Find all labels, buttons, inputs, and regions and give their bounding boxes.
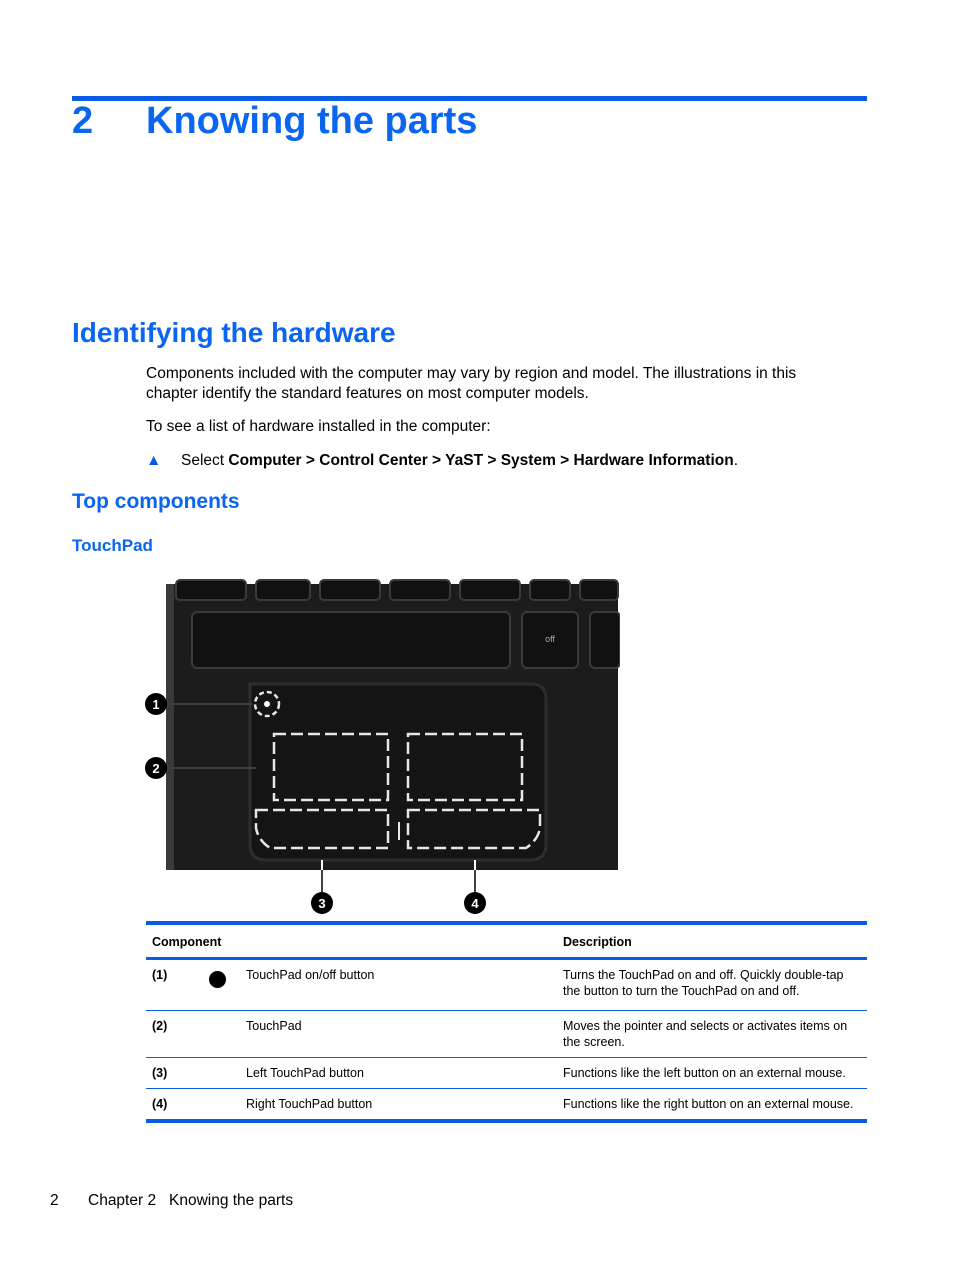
step-menu-path: Computer > Control Center > YaST > System > Hardware Information	[228, 452, 734, 469]
row-component: Right TouchPad button	[246, 1097, 373, 1111]
row-description: Functions like the left button on an external mouse.	[557, 1058, 867, 1089]
row-component: Left TouchPad button	[240, 1058, 557, 1089]
row-number: (2)	[146, 1011, 188, 1058]
touchpad-on-off-icon	[209, 971, 226, 988]
row-description: Turns the TouchPad on and off. Quickly double-tap the button to turn the TouchPad on and off.	[557, 959, 867, 1011]
callout-1	[145, 693, 167, 715]
table-row	[146, 1058, 867, 1089]
svg-text:4: 4	[471, 896, 479, 911]
footer-chapter-ref: Chapter 2 Knowing the parts	[88, 1192, 294, 1209]
row-description: Functions like the right button on an external mouse.	[563, 1097, 854, 1111]
callout-4	[464, 892, 486, 914]
touchpad-illustration	[140, 578, 620, 918]
table-row	[146, 1011, 867, 1058]
step-suffix: .	[733, 452, 739, 469]
callout-2	[145, 757, 167, 779]
row-description: Moves the pointer and selects or activates items on the screen.	[557, 1011, 867, 1058]
intro-paragraph: Components included with the computer may vary by region and model. The illustrations in this chapter identify the standard features on most computer models.	[146, 365, 797, 402]
table-header-row	[146, 923, 867, 959]
section-title: Identifying the hardware	[72, 317, 396, 348]
subsection-title: Top components	[72, 490, 240, 513]
header-component: Component	[146, 923, 557, 959]
step-prefix: Select	[181, 452, 229, 469]
subsubsection-title: TouchPad	[72, 536, 153, 555]
row-number: (3)	[146, 1058, 188, 1089]
step-item	[146, 451, 738, 471]
list-intro-paragraph: To see a list of hardware installed in the computer:	[146, 418, 491, 435]
step-marker-icon: ▲	[146, 452, 162, 469]
callout-3	[311, 892, 333, 914]
row-component: TouchPad on/off button	[240, 959, 557, 1011]
chapter-number: 2	[72, 100, 94, 142]
key-label: off	[545, 634, 555, 644]
svg-text:2: 2	[152, 761, 160, 776]
svg-text:3: 3	[318, 896, 326, 911]
header-description: Description	[557, 923, 867, 959]
svg-text:1: 1	[152, 697, 160, 712]
table-row	[146, 1089, 867, 1122]
row-component: TouchPad	[240, 1011, 557, 1058]
row-number: (1)	[146, 959, 188, 1011]
table-row	[146, 959, 867, 1011]
footer-page-number: 2	[50, 1192, 59, 1209]
keyboard-keys	[176, 580, 620, 668]
row-number: (4)	[152, 1097, 168, 1111]
chapter-title: Knowing the parts	[146, 100, 478, 142]
components-table	[146, 921, 867, 1123]
